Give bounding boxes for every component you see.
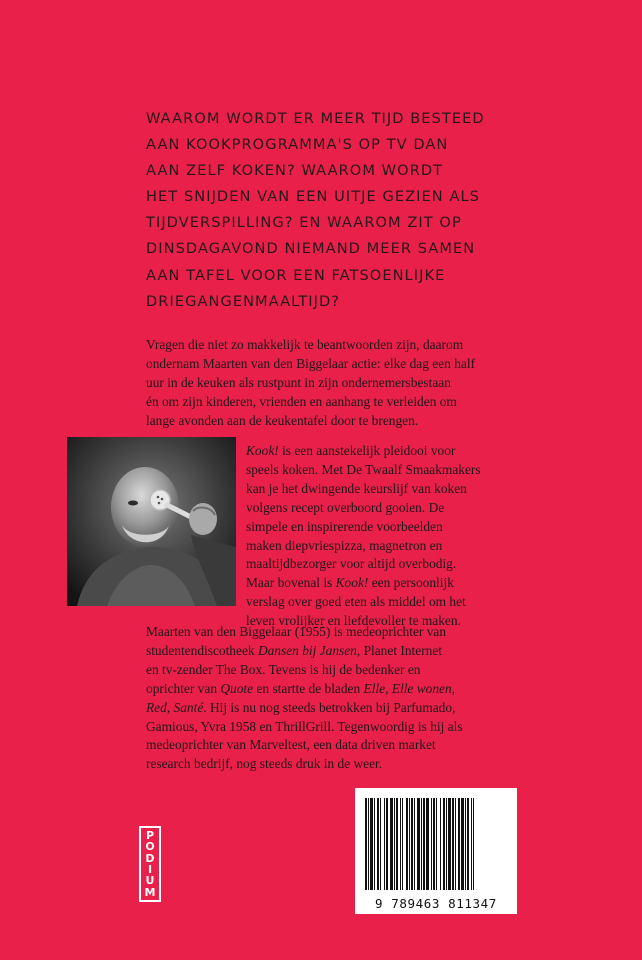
headline-line: AAN ZELF KOKEN? WAAROM WORDT: [146, 162, 444, 180]
barcode-bar: [396, 798, 398, 890]
logo-letter: O: [145, 840, 155, 854]
barcode-bar: [402, 798, 403, 890]
book-title: Kook!: [246, 443, 279, 458]
barcode-bar: [458, 798, 460, 890]
author-photo: [67, 437, 236, 606]
barcode-bar: [411, 798, 413, 890]
barcode-bars: [365, 798, 507, 890]
barcode-bar: [467, 798, 469, 890]
podium-publisher-logo: [139, 826, 161, 902]
bio-line: research bedrijf, nog steeds druk in de weer.: [146, 756, 383, 772]
author-bio-paragraph: [146, 623, 506, 774]
pitch-text: Maar bovenal is: [246, 575, 336, 591]
pitch-line: speels koken. Met De Twaalf Smaakmakers: [246, 461, 481, 477]
book-title: Kook!: [335, 575, 369, 591]
barcode-bar: [433, 798, 435, 890]
barcode-bar: [443, 798, 445, 890]
pitch-line: volgens recept overboord gooien. De: [246, 499, 445, 515]
bio-line: Maarten van den Biggelaar (1955) is medeoprichter van: [146, 624, 447, 639]
barcode-bar: [414, 798, 415, 890]
barcode-bar: [390, 798, 393, 890]
barcode-bar: [436, 798, 437, 890]
pitch-paragraph: [246, 442, 566, 631]
bio-line: medeoprichter van Marveltest, een data driven market: [146, 737, 436, 753]
pitch-line: [246, 442, 566, 461]
barcode-bar: [409, 798, 410, 890]
logo-letter: P: [145, 829, 155, 843]
headline: [146, 106, 526, 315]
barcode-bar: [417, 798, 420, 890]
pitch-text: een persoonlijk: [368, 575, 454, 591]
barcode-bar: [455, 798, 456, 890]
venue-title: Dansen bij Jansen: [257, 642, 357, 658]
isbn-barcode: [355, 788, 517, 914]
barcode-bar: [394, 798, 395, 890]
barcode-bar: [365, 798, 367, 890]
headline-line: WAAROM WORDT ER MEER TIJD BESTEED: [146, 110, 485, 127]
pitch-line: simpele en inspirerende voorbeelden: [246, 518, 443, 534]
bio-text: oprichter van: [146, 680, 221, 696]
bio-line: en tv-zender The Box. Tevens is hij de bedenker en: [146, 661, 421, 677]
barcode-bar: [421, 798, 422, 890]
headline-line: TIJDVERSPILLING? EN WAAROM ZIT OP: [146, 214, 462, 232]
logo-letter: U: [145, 874, 155, 888]
pitch-line: [246, 574, 566, 593]
barcode-bar: [368, 798, 369, 890]
bio-text: en startte de bladen: [253, 680, 364, 696]
isbn-number: 9 789463 811347: [375, 896, 497, 911]
intro-line: ondernam Maarten van den Biggelaar actie: elke dag een half: [146, 355, 476, 371]
logo-letter: I: [147, 863, 153, 877]
barcode-bar: [446, 798, 447, 890]
barcode-bar: [452, 798, 454, 890]
pitch-line: maaltijdbezorger voor altijd overbodig.: [246, 556, 457, 572]
intro-line: lange avonden aan de keukentafel door te brengen.: [146, 412, 419, 428]
bio-text: studentendiscotheek: [146, 642, 258, 658]
barcode-bar: [471, 798, 472, 890]
bio-text: . Hij is nu nog steeds betrokken bij Parfumado,: [203, 699, 456, 715]
headline-line: AAN TAFEL VOOR EEN FATSOENLIJKE: [146, 266, 446, 284]
pitch-line: verslag over goed eten als middel om het: [246, 594, 466, 610]
intro-line: Vragen die niet zo makkelijk te beantwoorden zijn, daarom: [146, 337, 464, 352]
bio-line: [146, 699, 506, 718]
magazine-title: Quote: [220, 680, 254, 696]
barcode-bar: [426, 798, 429, 890]
barcode-bar: [440, 798, 441, 890]
author-photo-illustration: [67, 437, 236, 606]
headline-line: DINSDAGAVOND NIEMAND MEER SAMEN: [146, 240, 476, 258]
barcode-bar: [400, 798, 401, 890]
bio-line: [146, 680, 506, 699]
barcode-bar: [431, 798, 432, 890]
headline-line: HET SNIJDEN VAN EEN UITJE GEZIEN ALS: [146, 188, 480, 206]
bio-line: Gamious, Yvra 1958 en ThrillGrill. Tegenwoordig is hij als: [146, 718, 463, 734]
barcode-bar: [374, 798, 375, 890]
headline-line: AAN KOOKPROGRAMMA'S OP TV DAN: [146, 136, 449, 154]
pitch-line: leven vrolijker en liefdevoller te maken.: [246, 613, 461, 629]
logo-letter: D: [145, 851, 155, 865]
magazine-titles: Elle, Elle wonen,: [363, 680, 456, 696]
barcode-bar: [380, 798, 381, 890]
headline-line: DRIEGANGENMAALTIJD?: [146, 292, 341, 310]
pitch-line: maken diepvriespizza, magnetron en: [246, 537, 443, 553]
barcode-bar: [465, 798, 466, 890]
barcode-bar: [461, 798, 464, 890]
barcode-bar: [473, 798, 474, 890]
bio-text: , Planet Internet: [356, 642, 443, 658]
intro-line: uur in de keuken als rustpunt in zijn ondernemersbestaan: [146, 374, 451, 390]
barcode-bar: [386, 798, 388, 890]
barcode-bar: [384, 798, 385, 890]
intro-paragraph: [146, 336, 506, 431]
pitch-line: kan je het dwingende keurslijf van koken: [246, 480, 467, 496]
barcode-bar: [370, 798, 373, 890]
bio-line: [146, 642, 506, 661]
barcode-bar: [377, 798, 379, 890]
barcode-bar: [448, 798, 451, 890]
logo-letter: M: [144, 885, 156, 899]
barcode-bar: [406, 798, 408, 890]
intro-line: én om zijn kinderen, vrienden en aanhang te verleiden om: [146, 393, 457, 409]
magazine-titles: Red, Santé: [146, 699, 204, 715]
pitch-text: is een aanstekelijk pleidooi voor: [278, 443, 456, 458]
barcode-bar: [423, 798, 425, 890]
